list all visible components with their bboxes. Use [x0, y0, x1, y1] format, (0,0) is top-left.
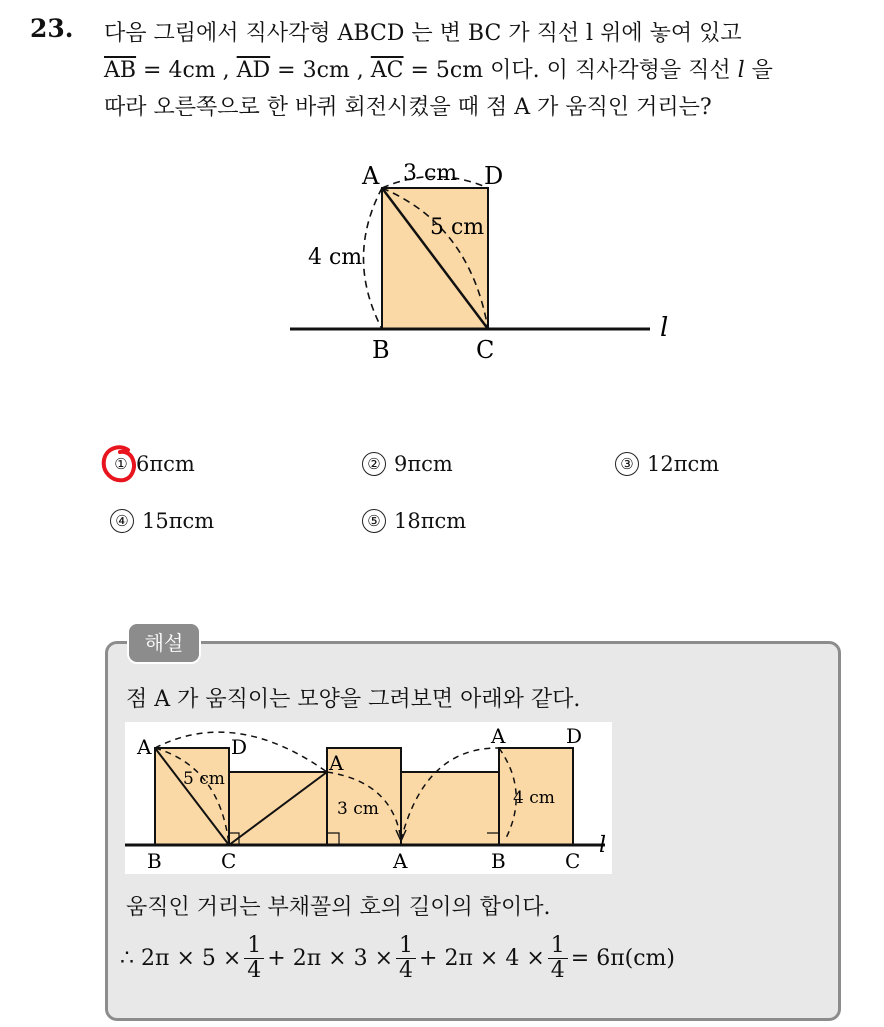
label-ab: 4 cm [308, 245, 363, 270]
ac-value: = 5cm 이다. 이 직사각형을 직선 [403, 58, 738, 83]
solution-tag: 해설 [127, 622, 201, 664]
solution-line-2: 움직인 거리는 부채꼴의 호의 길이의 합이다. [126, 895, 551, 920]
choice-1-text: 6πcm [136, 452, 195, 476]
label-ad: 3 cm [403, 161, 458, 186]
solution-line-1: 점 A 가 움직이는 모양을 그려보면 아래와 같다. [126, 687, 581, 712]
choice-5-text: 18πcm [394, 509, 467, 533]
fraction-2 [396, 934, 416, 983]
formula-part-2: + 2π × 3 × [267, 945, 394, 971]
fraction-3-den: 4 [550, 957, 565, 983]
rect-position-4 [401, 772, 499, 845]
label-b-2: B [147, 849, 162, 873]
segment-ab: $\overline{AB}$ [104, 58, 137, 83]
choice-5[interactable] [362, 509, 466, 533]
label-l: l [660, 313, 669, 343]
label-c-2: C [221, 849, 237, 873]
segment-ad: $\overline{AD}$ [236, 58, 271, 83]
fraction-1-den: 4 [247, 957, 262, 983]
formula-part-3: + 2π × 4 × [419, 945, 545, 971]
label-b: B [372, 336, 390, 364]
rotation-figure [125, 722, 612, 874]
label-three: 3 cm [337, 799, 379, 819]
fraction-2-num: 1 [396, 934, 416, 959]
question-line-2 [104, 53, 773, 84]
label-a1: A [137, 735, 152, 759]
fraction-2-den: 4 [399, 957, 414, 983]
fraction-1 [244, 934, 264, 983]
choice-4[interactable] [110, 509, 214, 533]
label-d3: D [566, 724, 583, 748]
choice-4-text: 15πcm [142, 509, 215, 533]
choice-2[interactable] [362, 452, 453, 476]
label-c: C [476, 336, 495, 364]
line2-tail: 을 [744, 58, 773, 83]
line-l-symbol: l [737, 58, 745, 83]
label-a: A [362, 162, 380, 190]
label-five: 5 cm [183, 769, 225, 789]
choice-3-text: 12πcm [647, 452, 720, 476]
choice-2-number: ② [362, 452, 386, 476]
choice-3[interactable] [615, 452, 719, 476]
question-line-1: 다음 그림에서 직사각형 ABCD 는 변 BC 가 직선 l 위에 놓여 있고 [104, 21, 742, 46]
choice-4-number: ④ [110, 509, 134, 533]
question-number: 23. [30, 14, 74, 43]
choice-3-number: ③ [615, 452, 639, 476]
segment-ac: $\overline{AC}$ [370, 58, 404, 83]
choice-2-text: 9πcm [394, 452, 453, 476]
label-a4: A [393, 849, 408, 873]
choice-1[interactable] [110, 452, 195, 476]
ad-value: = 3cm , [270, 58, 371, 83]
choice-5-number: ⑤ [362, 509, 386, 533]
fraction-1-num: 1 [244, 934, 264, 959]
label-d: D [484, 162, 504, 190]
label-b2: B [491, 849, 506, 873]
fraction-3-num: 1 [548, 934, 568, 959]
label-l-2: l [599, 833, 607, 858]
question-line-3: 따라 오른쪽으로 한 바퀴 회전시켰을 때 점 A 가 움직인 거리는? [104, 95, 712, 120]
label-a2: A [329, 751, 344, 775]
formula-part-1: ∴ 2π × 5 × [120, 945, 242, 971]
arc-ab [364, 188, 383, 329]
formula-result: = 6π(cm) [570, 945, 675, 971]
rectangle-figure [280, 150, 700, 380]
label-a3: A [491, 724, 506, 748]
label-c2: C [565, 849, 581, 873]
label-d1: D [231, 735, 248, 759]
solution-formula [120, 928, 675, 988]
label-four: 4 cm [513, 788, 555, 808]
label-ac: 5 cm [430, 215, 485, 240]
fraction-3 [548, 934, 568, 983]
ab-value: = 4cm , [136, 58, 237, 83]
choice-1-number: ① [114, 455, 128, 473]
